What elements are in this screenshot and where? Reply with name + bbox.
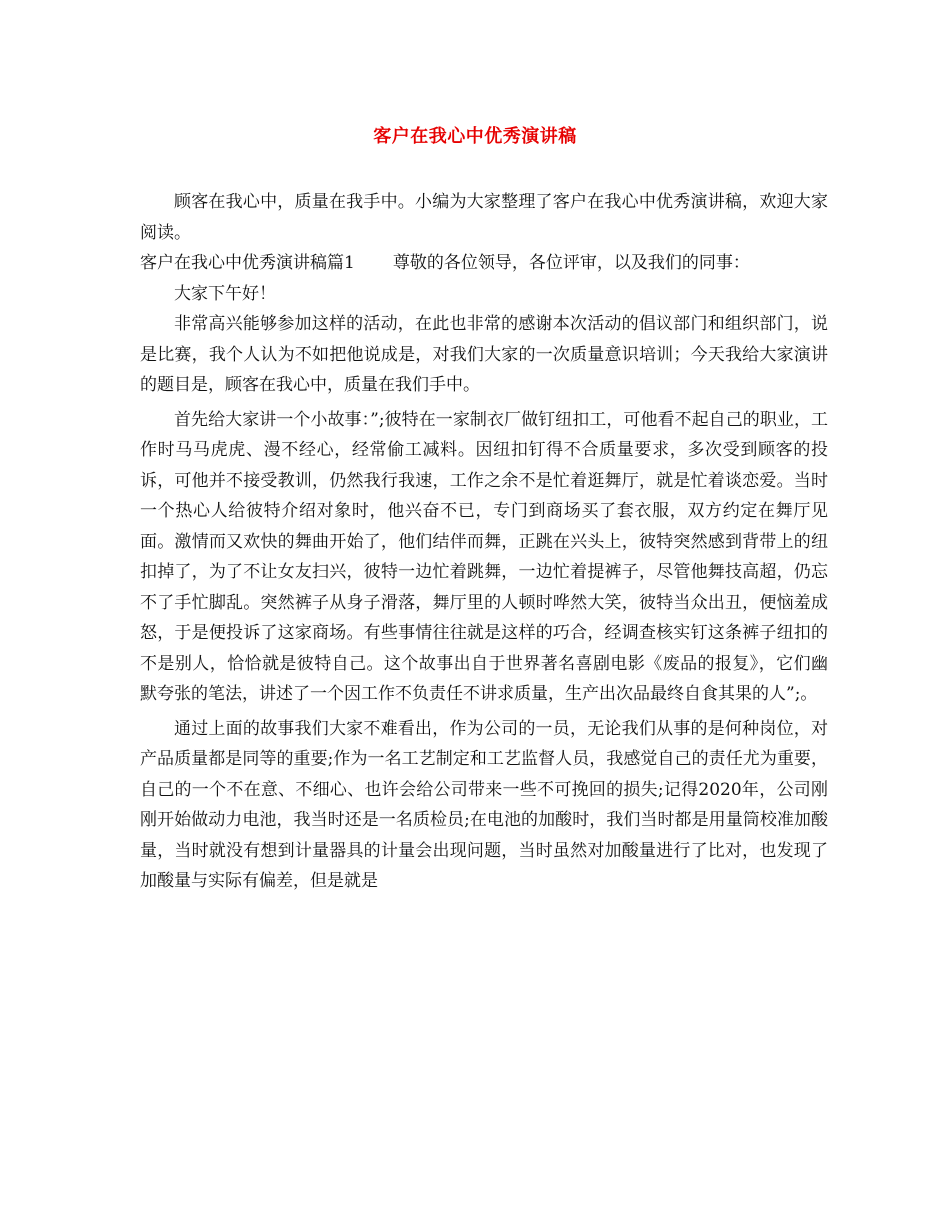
body-paragraph: 通过上面的故事我们大家不难看出，作为公司的一员，无论我们从事的是何种岗位，对产品质量都是同等的重要;作为一名工艺制定和工艺监督人员，我感觉自己的责任尤为重要，自己的一个不在意、不细心、也许会给公司带来一些不可挽回的损失;记得2020年，公司刚刚开始做动力电池，我当时还是一名质检员;在电池的加酸时，我们当时都是用量筒校准加酸量，当时就没有想到计量器具的计量会出现问题，当时虽然对加酸量进行了比对，也发现了加酸量与实际有偏差，但是就是 [140,718,828,891]
intro-paragraph: 顾客在我心中，质量在我手中。小编为大家整理了客户在我心中优秀演讲稿，欢迎大家阅读。 [140,192,828,243]
body-paragraph: 非常高兴能够参加这样的活动，在此也非常的感谢本次活动的倡议部门和组织部门，说是比赛，我个人认为不如把他说成是，对我们大家的一次质量意识培训；今天我给大家演讲的题目是，顾客在我心中，质量在我们手中。 [140,314,828,395]
section-heading: 客户在我心中优秀演讲稿篇1 [140,253,355,273]
document-title: 客户在我心中优秀演讲稿 [373,126,577,147]
document-body [140,187,828,897]
body-paragraph: 首先给大家讲一个小故事：”;彼特在一家制衣厂做钉纽扣工，可他看不起自己的职业，工作时马马虎虎、漫不经心，经常偷工减料。因纽扣钉得不合质量要求，多次受到顾客的投诉，可他并不接受教训，仍然我行我速，工作之余不是忙着逛舞厅，就是忙着谈恋爱。当时一个热心人给彼特介绍对象时，他兴奋不已，专门到商场买了套衣服，双方约定在舞厅见面。激情而又欢快的舞曲开始了，他们结伴而舞，正跳在兴头上，彼特突然感到背带上的纽扣掉了，为了不让女友扫兴，彼特一边忙着跳舞，一边忙着提裤子，尽管他舞技高超，仍忘不了手忙脚乱。突然裤子从身子滑落，舞厅里的人顿时哗然大笑，彼特当众出丑，便恼羞成怒，于是便投诉了这家商场。有些事情往往就是这样的巧合，经调查核实钉这条裤子纽扣的不是别人，恰恰就是彼特自己。这个故事出自于世界著名喜剧电影《废品的报复》，它们幽默夸张的笔法，讲述了一个因工作不负责任不讲求质量，生产出次品最终自食其果的人”;。 [140,409,828,704]
greeting: 大家下午好！ [174,283,276,304]
salutation: 尊敬的各位领导，各位评审，以及我们的同事： [392,253,750,273]
section-heading-line [140,248,828,279]
